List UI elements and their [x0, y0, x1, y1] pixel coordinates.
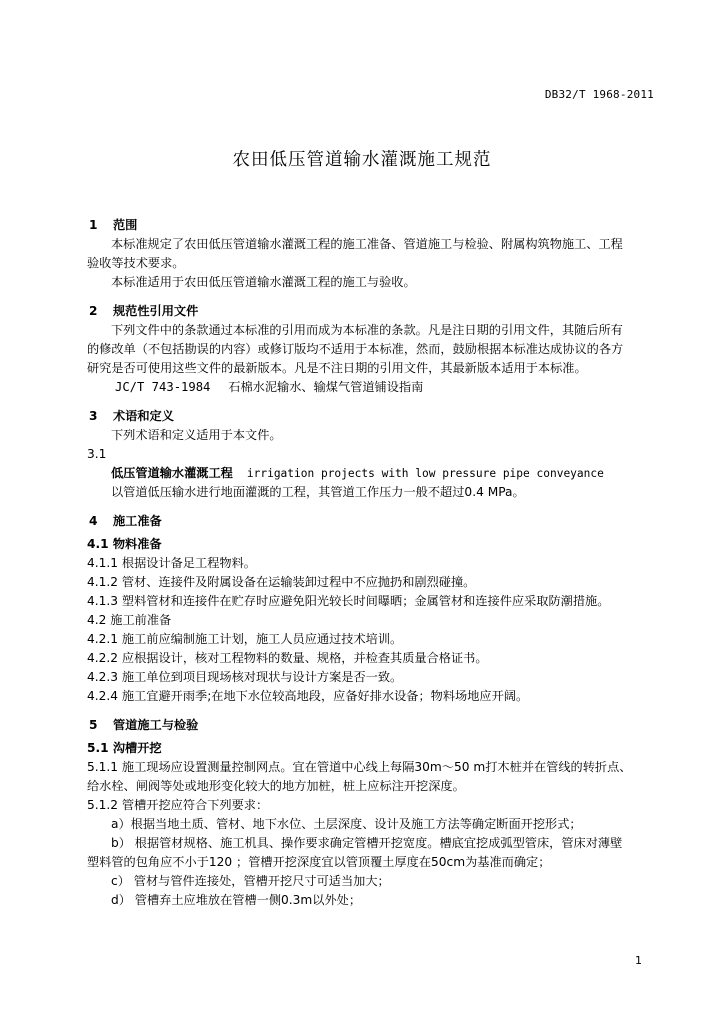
section-number: 3: [89, 409, 98, 423]
document-body: [87, 210, 654, 910]
section-1-heading: [87, 216, 654, 235]
section-title: 管道施工与检验: [113, 718, 199, 732]
term-number: 3.1: [87, 447, 107, 461]
normative-reference: [87, 378, 654, 397]
clause: 4.2.2 应根据设计，核对工程物料的数量、规格，并检查其质量合格证书。: [87, 651, 488, 665]
section-title: 术语和定义: [113, 409, 174, 423]
paragraph-cont: 验收等技术要求。: [87, 256, 185, 270]
list-item-a: a）根据当地土质、管材、地下水位、土层深度、设计及施工方法等确定断面开挖形式；: [111, 817, 582, 831]
paragraph-cont: 研究是否可使用这些文件的最新版本。凡是不注日期的引用文件，其最新版本适用于本标准。: [87, 361, 587, 375]
document-title: 农田低压管道输水灌溉施工规范: [232, 150, 492, 170]
term-definition: 以管道低压输水进行地面灌溉的工程，其管道工作压力一般不超过0.4 MPa。: [111, 485, 525, 499]
standard-code: DB32/T 1968-2011: [544, 88, 654, 101]
term-chinese: 低压管道输水灌溉工程: [111, 466, 233, 480]
reference-code: JC/T 743-1984: [115, 380, 211, 394]
clause: 4.1.2 管材、连接件及附属设备在运输装卸过程中不应抛扔和剧烈碰撞。: [87, 575, 476, 589]
page-number: 1: [635, 954, 642, 967]
paragraph: 下列文件中的条款通过本标准的引用而成为本标准的条款。凡是注日期的引用文件，其随后所有: [111, 323, 623, 337]
section-title: 范围: [113, 218, 138, 232]
clause: 4.1.1 根据设计备足工程物料。: [87, 556, 256, 570]
list-item-b-cont: 塑料管的包角应不小于120 ；管槽开挖深度宜以管顶覆土厚度在50cm为基准而确定；: [87, 855, 551, 869]
section-number: 4: [89, 514, 98, 528]
list-item-b: b） 根据管材规格、施工机具、操作要求确定管槽开挖宽度。槽底宜挖成弧型管床，管床对薄壁: [111, 836, 623, 850]
clause: 4.2.1 施工前应编制施工计划，施工人员应通过技术培训。: [87, 632, 403, 646]
clause-cont: 给水栓、闸阀等处或地形变化较大的地方加桩，桩上应标注开挖深度。: [87, 779, 465, 793]
paragraph-cont: 的修改单（不包括勘误的内容）或修订版均不适用于本标准，然而，鼓励根据本标准达成协议的各方: [87, 342, 624, 356]
section-number: 2: [89, 304, 98, 318]
term-entry: [87, 464, 654, 483]
subsection-heading: 5.1 沟槽开挖: [87, 741, 162, 755]
clause: 4.2.4 施工宜避开雨季;在地下水位较高地段，应备好排水设备；物料场地应开阔。: [87, 689, 529, 703]
paragraph: 本标准规定了农田低压管道输水灌溉工程的施工准备、管道施工与检验、附属构筑物施工、工程: [111, 237, 623, 251]
term-english: irrigation projects with low pressure pipe conveyance: [246, 467, 604, 480]
section-number: 5: [89, 718, 98, 732]
clause: 4.2.3 施工单位到项目现场核对现状与设计方案是否一致。: [87, 670, 403, 684]
paragraph: 本标准适用于农田低压管道输水灌溉工程的施工与验收。: [111, 275, 416, 289]
clause: 4.1.3 塑料管材和连接件在贮存时应避免阳光较长时间曝晒；金属管材和连接件应采取防潮措施。: [87, 594, 610, 608]
clause: 5.1.1 施工现场应设置测量控制网点。宜在管道中心线上每隔30m～50 m打木桩并在管线的转折点、: [87, 760, 632, 774]
section-4-heading: [87, 512, 654, 531]
section-5-heading: [87, 716, 654, 735]
section-number: 1: [89, 218, 98, 232]
reference-title: 石棉水泥输水、输煤气管道铺设指南: [228, 380, 424, 394]
list-item-d: d） 管槽弃土应堆放在管槽一侧0.3m以外处；: [111, 893, 362, 907]
subsection-heading: 4.1 物料准备: [87, 537, 162, 551]
section-2-heading: [87, 302, 654, 321]
section-title: 施工准备: [113, 514, 162, 528]
section-title: 规范性引用文件: [113, 304, 199, 318]
paragraph: 下列术语和定义适用于本文件。: [111, 428, 282, 442]
section-3-heading: [87, 407, 654, 426]
clause: 5.1.2 管槽开挖应符合下列要求：: [87, 798, 269, 812]
subsection-heading: 4.2 施工前准备: [87, 613, 172, 627]
list-item-c: c） 管材与管件连接处，管槽开挖尺寸可适当加大；: [111, 874, 390, 888]
